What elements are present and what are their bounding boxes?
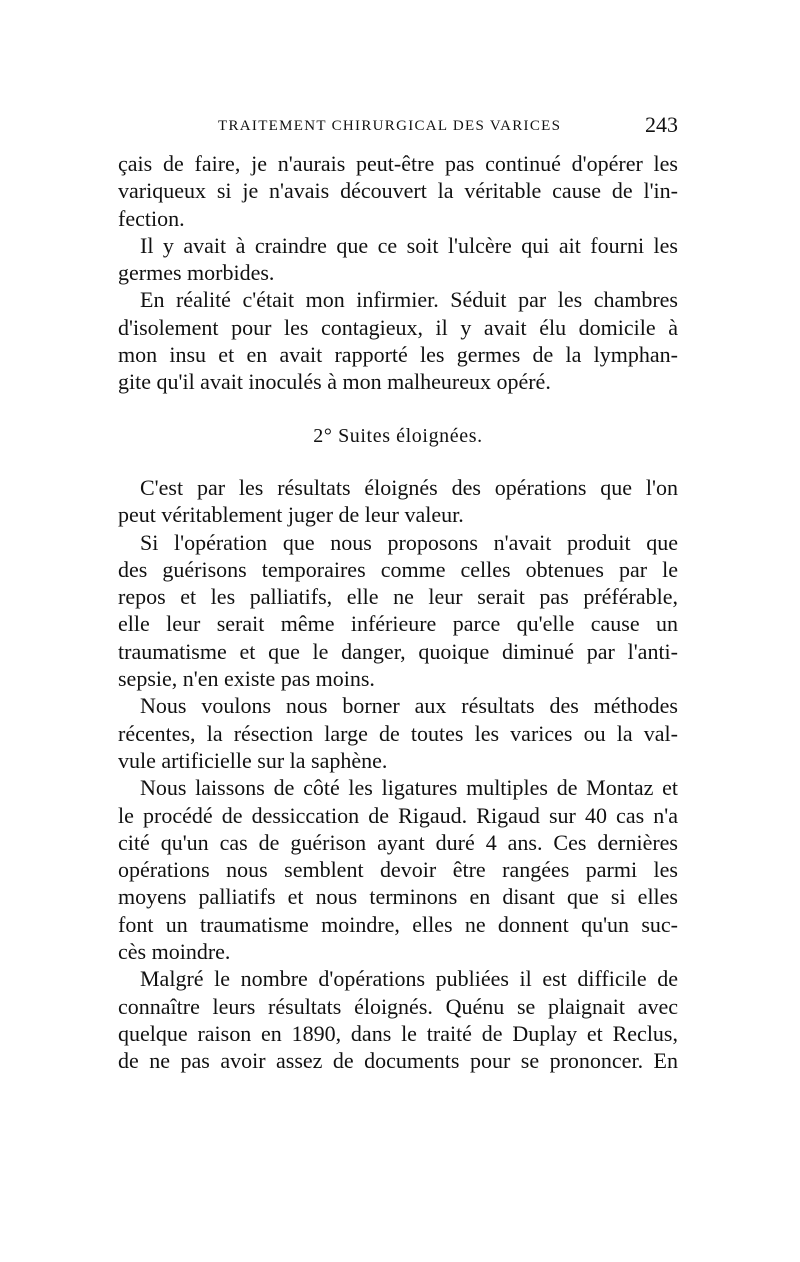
text-line: Nous laissons de côté les ligatures multiples de Montaz et (140, 775, 678, 801)
paragraph (118, 232, 678, 287)
paragraph (118, 529, 678, 693)
running-head (118, 112, 678, 142)
text-line: récentes, la résection large de toutes les varices ou la val- (118, 720, 678, 746)
text-line: cité qu'un cas de guérison ayant duré 4 ans. Ces dernières (118, 829, 678, 855)
text-line: mon insu et en avait rapporté les germes de la lymphan- (118, 342, 678, 368)
text-line: traumatisme et que le danger, quoique diminué par l'anti- (118, 638, 678, 664)
paragraph (118, 692, 678, 774)
text-line: opérations nous semblent devoir être rangées parmi les (118, 857, 678, 883)
body-text-top (118, 150, 678, 396)
paragraph (118, 965, 678, 1074)
text-line: cès moindre. (118, 939, 231, 965)
text-line: vule artificielle sur la saphène. (118, 747, 388, 773)
page-number: 243 (645, 112, 678, 137)
text-line: sepsie, n'en existe pas moins. (118, 666, 375, 692)
text-line: çais de faire, je n'aurais peut-être pas continué d'opérer les (118, 151, 678, 176)
text-line: des guérisons temporaires comme celles obtenues par le (118, 556, 678, 582)
paragraph (118, 474, 678, 529)
running-title: TRAITEMENT CHIRURGICAL DES VARICES (218, 118, 562, 134)
text-line: font un traumatisme moindre, elles ne donnent qu'un suc- (118, 911, 678, 937)
paragraph (118, 150, 678, 232)
text-line: connaître leurs résultats éloignés. Quénu se plaignait avec (118, 993, 678, 1019)
text-line: le procédé de dessiccation de Rigaud. Rigaud sur 40 cas n'a (118, 802, 678, 828)
text-line: peut véritablement juger de leur valeur. (118, 502, 464, 528)
paragraph (118, 774, 678, 965)
text-line: repos et les palliatifs, elle ne leur serait pas préférable, (118, 584, 678, 610)
text-line: d'isolement pour les contagieux, il y avait élu domicile à (118, 314, 678, 340)
text-line: elle leur serait même inférieure parce qu'elle cause un (118, 611, 678, 637)
text-line: En réalité c'était mon infirmier. Séduit par les chambres (140, 287, 678, 313)
text-line: variqueux si je n'avais découvert la véritable cause de l'in- (118, 178, 678, 204)
text-line: moyens palliatifs et nous terminons en disant que si elles (118, 884, 678, 910)
text-line: gite qu'il avait inoculés à mon malheureux opéré. (118, 369, 551, 395)
text-line: germes morbides. (118, 260, 275, 286)
text-line: de ne pas avoir assez de documents pour se prononcer. En (118, 1048, 678, 1074)
text-line: quelque raison en 1890, dans le traité de Duplay et Reclus, (118, 1020, 678, 1046)
text-line: Il y avait à craindre que ce soit l'ulcère qui ait fourni les (140, 232, 678, 258)
text-line: fection. (118, 205, 185, 231)
text-line: Malgré le nombre d'opérations publiées il est difficile de (140, 966, 678, 992)
text-line: C'est par les résultats éloignés des opérations que l'on (140, 475, 678, 500)
section-heading: 2° Suites éloignées. (313, 425, 483, 447)
paragraph (118, 286, 678, 395)
body-text-bottom (118, 474, 678, 1075)
text-line: Nous voulons nous borner aux résultats des méthodes (140, 693, 678, 719)
text-line: Si l'opération que nous proposons n'avait produit que (140, 529, 678, 555)
